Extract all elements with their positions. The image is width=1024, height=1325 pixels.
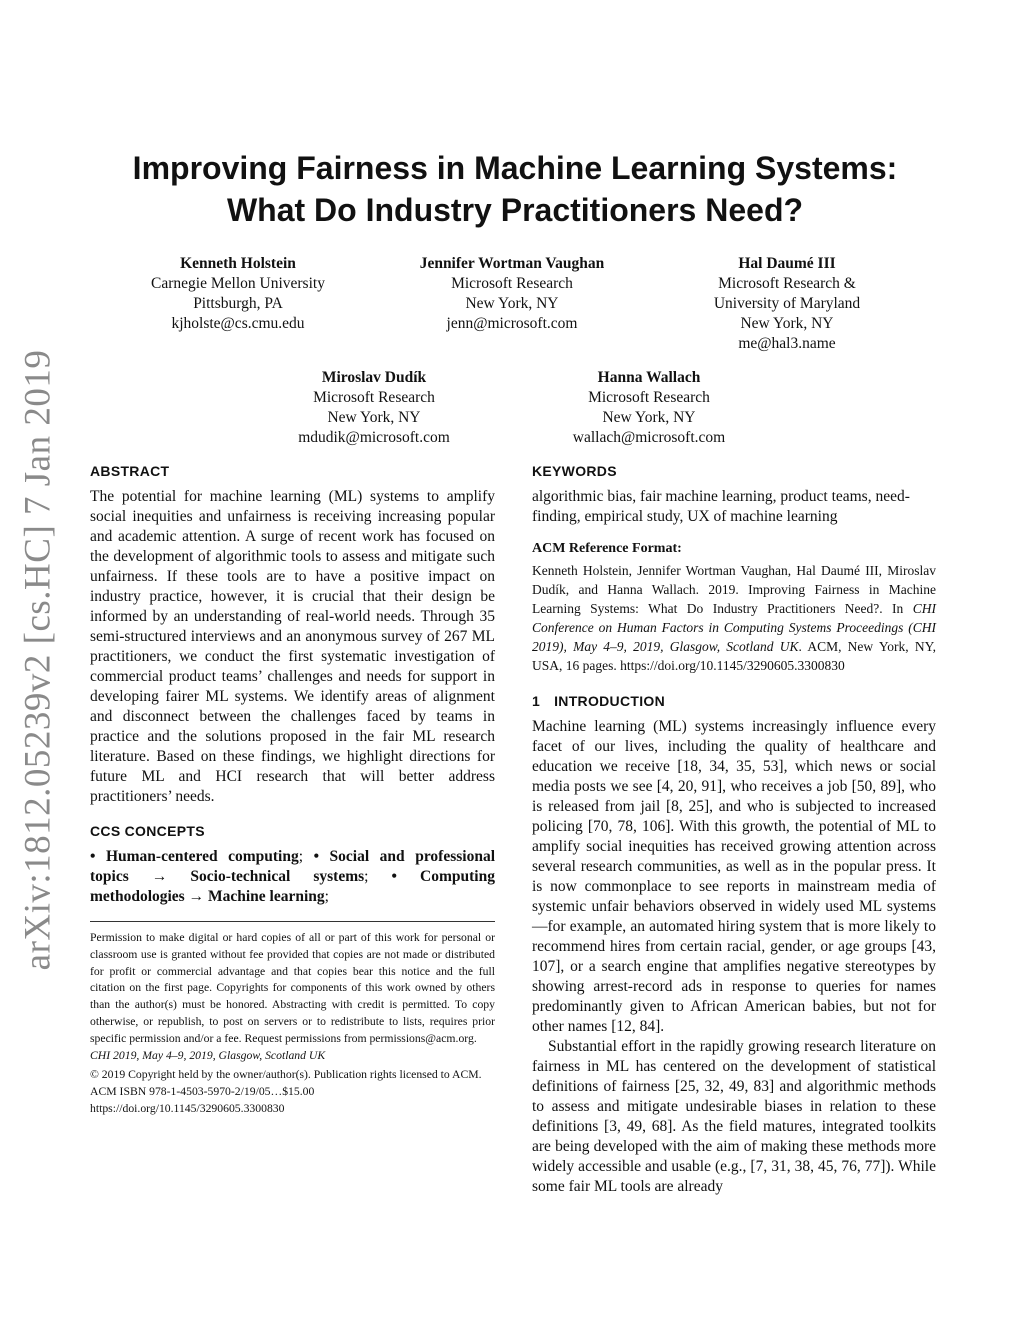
author-location: New York, NY bbox=[602, 409, 696, 426]
author-block-wallach bbox=[509, 368, 789, 448]
right-column bbox=[532, 461, 936, 1197]
title-line-1: Improving Fairness in Machine Learning Systems: bbox=[132, 150, 898, 186]
acm-reference-part-2: . ACM, New York, NY, USA, 16 pages. https://doi.org/10.1145/3290605.3300830 bbox=[532, 639, 936, 673]
venue-line: CHI 2019, May 4–9, 2019, Glasgow, Scotland UK bbox=[90, 1048, 326, 1062]
paper-title bbox=[100, 147, 930, 231]
arxiv-identifier: arXiv:1812.05239v2 [cs.HC] 7 Jan 2019 bbox=[17, 349, 59, 971]
author-email: me@hal3.name bbox=[738, 335, 836, 352]
isbn-line: ACM ISBN 978-1-4503-5970-2/19/05…$15.00 bbox=[90, 1085, 315, 1099]
intro-paragraph-1: Machine learning (ML) systems increasingly influence every facet of our lives, including the quality of healthcare and education we receive [18, 34, 35, 53], which news or social media posts we see [4, 20, 91], who receives a job [50, 89], who is released from jail [8, 25], and who is subjected to increased policing [70, 78, 106]. With this growth, the potential of ML to amplify social inequities has received growing attention across several research communities, as well as in the popular press. It is now commonplace to see reports in mainstream media of systemic unfair behaviors observed in widely used ML systems—for example, an automated hiring system that is more likely to recommend hires from certain racial, gender, or age groups [43, 107], or a search engine that amplifies negative stereotypes by showing arrest-record ads in response to queries for names predominantly given to African American babies, but not for other names [12, 84]. bbox=[532, 718, 936, 1035]
ccs-heading: CCS CONCEPTS bbox=[90, 823, 205, 839]
author-email: wallach@microsoft.com bbox=[572, 429, 726, 446]
author-block-holstein bbox=[98, 254, 378, 334]
introduction-heading bbox=[532, 691, 936, 711]
author-affiliation: Microsoft Research bbox=[451, 275, 573, 292]
author-email: jenn@microsoft.com bbox=[446, 315, 578, 332]
acm-reference-part-1: Kenneth Holstein, Jennifer Wortman Vaughan, Hal Daumé III, Miroslav Dudík, and Hanna Wallach. 2019. Improving Fairness in Machine Learning Systems: What Do Industry Practitioners Need?. In bbox=[532, 563, 936, 616]
author-location: Pittsburgh, PA bbox=[193, 295, 283, 312]
author-affiliation: Microsoft Research bbox=[588, 389, 710, 406]
ccs-part-1: • Human-centered computing bbox=[90, 848, 299, 865]
ccs-concepts bbox=[90, 847, 495, 907]
author-block-daume bbox=[647, 254, 927, 354]
keywords-text: algorithmic bias, fair machine learning, product teams, need-finding, empirical study, UX of machine learning bbox=[532, 488, 910, 525]
abstract-text: The potential for machine learning (ML) systems to amplify social inequities and unfairness is receiving increasing popular and academic attention. A surge of recent work has focused on the development of algorithmic tools to assess and mitigate such unfairness. If these tools are to have a positive impact on industry practice, however, it is crucial that their design be informed by an understanding of real-world needs. Through 35 semi-structured interviews and an anonymous survey of 267 ML practitioners, we conduct the first systematic investigation of commercial product teams’ challenges and needs for support in developing fairer ML systems. We identify areas of alignment and disconnect between the challenges faced by teams in practice and the solutions proposed in the fair ML research literature. Based on these findings, we highlight directions for future ML and HCI research that will better address practitioners’ needs. bbox=[90, 488, 495, 805]
ccs-separator: ; bbox=[324, 888, 329, 905]
section-title: INTRODUCTION bbox=[554, 693, 666, 709]
author-email: kjholste@cs.cmu.edu bbox=[171, 315, 305, 332]
ccs-part-2: • Social and professional topics → Socio-technical systems bbox=[90, 848, 496, 885]
author-affiliation: Microsoft Research & bbox=[718, 275, 856, 292]
left-column bbox=[90, 461, 495, 1118]
copyright-line: © 2019 Copyright held by the owner/author(s). Publication rights licensed to ACM. bbox=[90, 1068, 482, 1082]
author-location: New York, NY bbox=[465, 295, 559, 312]
ccs-part-3: • Computing methodologies → Machine learning bbox=[90, 868, 495, 905]
ccs-separator: ; bbox=[298, 848, 314, 865]
author-name: Miroslav Dudík bbox=[321, 369, 427, 386]
author-name: Jennifer Wortman Vaughan bbox=[419, 255, 605, 272]
ccs-separator: ; bbox=[364, 868, 392, 885]
author-name: Hal Daumé III bbox=[738, 255, 836, 272]
title-line-2: What Do Industry Practitioners Need? bbox=[226, 192, 804, 228]
permission-block bbox=[90, 921, 495, 1118]
intro-paragraph-2: Substantial effort in the rapidly growing research literature on fairness in ML has centered on the development of statistical definitions of fairness [25, 32, 49, 83] and algorithmic methods to assess and mitigate undesirable biases in relation to these definitions [3, 49, 68]. As the field matures, integrated toolkits are being developed with the aim of making these methods more widely accessible and usable (e.g., [7, 31, 38, 45, 76, 77]). While some fair ML tools are already bbox=[532, 1038, 936, 1195]
section-number: 1 bbox=[532, 693, 541, 709]
author-email: mdudik@microsoft.com bbox=[298, 429, 450, 446]
doi-line: https://doi.org/10.1145/3290605.3300830 bbox=[90, 1101, 285, 1115]
author-block-dudik bbox=[234, 368, 514, 448]
acm-reference-venue: CHI Conference on Human Factors in Computing Systems Proceedings (CHI 2019), May 4–9, 2019, Glasgow, Scotland UK bbox=[532, 601, 936, 654]
keywords-heading: KEYWORDS bbox=[532, 463, 617, 479]
author-name: Hanna Wallach bbox=[597, 369, 701, 386]
author-block-vaughan bbox=[372, 254, 652, 334]
author-affiliation: Carnegie Mellon University bbox=[151, 275, 325, 292]
author-affiliation-2: University of Maryland bbox=[713, 295, 861, 312]
author-location: New York, NY bbox=[740, 315, 834, 332]
author-affiliation: Microsoft Research bbox=[313, 389, 435, 406]
acm-reference-text bbox=[532, 561, 936, 675]
abstract-heading: ABSTRACT bbox=[90, 463, 170, 479]
permission-text: Permission to make digital or hard copies of all or part of this work for personal or classroom use is granted without fee provided that copies are not made or distributed for profit or commercial advantage and that copies bear this notice and the full citation on the first page. Copyrights for components of this work owned by others than the author(s) must be honored. Abstracting with credit is permitted. To copy otherwise, or republish, to post on servers or to redistribute to lists, requires prior specific permission and/or a fee. Request permissions from permissions@acm.org. bbox=[90, 931, 495, 1045]
author-name: Kenneth Holstein bbox=[180, 255, 296, 272]
acm-reference-heading: ACM Reference Format: bbox=[532, 541, 682, 556]
author-location: New York, NY bbox=[327, 409, 421, 426]
